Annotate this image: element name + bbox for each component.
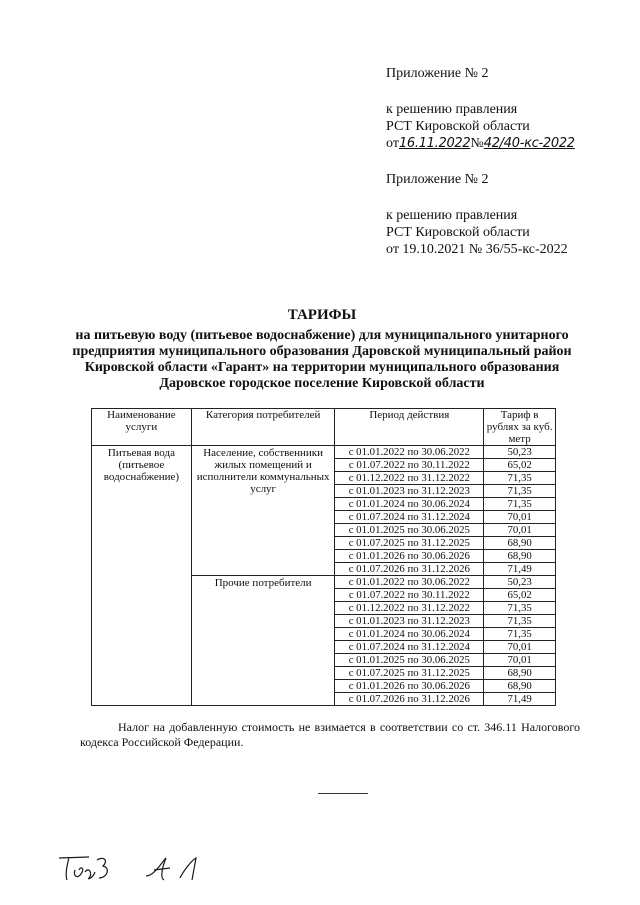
consumer-category-cell: Население, собственники жилых помещений и исполнители коммунальных услуг: [191, 446, 335, 576]
decision-date-number-1: [386, 135, 575, 152]
tariff-value-cell: 71,35: [484, 602, 556, 615]
period-cell: с 01.01.2026 по 30.06.2026: [335, 550, 484, 563]
tariff-value-cell: 71,35: [484, 472, 556, 485]
tariff-value-cell: 68,90: [484, 550, 556, 563]
tariff-value-cell: 70,01: [484, 654, 556, 667]
period-cell: с 01.01.2026 по 30.06.2026: [335, 680, 484, 693]
tariff-value-cell: 68,90: [484, 667, 556, 680]
tariff-value-cell: 71,35: [484, 498, 556, 511]
period-cell: с 01.01.2023 по 31.12.2023: [335, 615, 484, 628]
header-category: Категория потребителей: [191, 409, 335, 446]
tariff-value-cell: 71,35: [484, 628, 556, 641]
tariff-value-cell: 70,01: [484, 641, 556, 654]
tariff-value-cell: 70,01: [484, 524, 556, 537]
decision-date-number-2: от 19.10.2021 № 36/55-кс-2022: [386, 242, 568, 257]
date-prefix: от: [386, 136, 399, 151]
tariff-value-cell: 50,23: [484, 446, 556, 459]
authority-line-2: РСТ Кировской области: [386, 225, 530, 240]
header-tariff: Тариф в рублях за куб. метр: [484, 409, 556, 446]
tariff-value-cell: 71,35: [484, 485, 556, 498]
tariff-value-cell: 50,23: [484, 576, 556, 589]
handwritten-number: 42/40-кс-2022: [483, 136, 575, 151]
period-cell: с 01.01.2024 по 30.06.2024: [335, 628, 484, 641]
tariff-value-cell: 71,49: [484, 563, 556, 576]
period-cell: с 01.01.2022 по 30.06.2022: [335, 576, 484, 589]
tariff-value-cell: 65,02: [484, 589, 556, 602]
tariff-value-cell: 68,90: [484, 680, 556, 693]
period-cell: с 01.12.2022 по 31.12.2022: [335, 472, 484, 485]
tax-note: Налог на добавленную стоимость не взимается в соответствии со ст. 346.11 Налогового кодекса Российской Федерации.: [80, 720, 580, 749]
handwritten-date: 16.11.2022: [398, 136, 471, 151]
tariff-value-cell: 70,01: [484, 511, 556, 524]
period-cell: с 01.01.2023 по 31.12.2023: [335, 485, 484, 498]
signature-1: [55, 852, 125, 886]
period-cell: с 01.01.2025 по 30.06.2025: [335, 654, 484, 667]
closing-rule: [318, 793, 368, 794]
appendix-heading-1: Приложение № 2: [386, 66, 489, 81]
tariff-value-cell: 71,49: [484, 693, 556, 706]
period-cell: с 01.07.2022 по 30.11.2022: [335, 589, 484, 602]
period-cell: с 01.01.2024 по 30.06.2024: [335, 498, 484, 511]
appendix-heading-2: Приложение № 2: [386, 172, 489, 187]
title-subtitle: на питьевую воду (питьевое водоснабжение) для муниципального унитарного предприятия муниципального образования Даровской муниципальный район Кировской области «Гарант» на территории муниципального образования Даровское городское поселение Кировской области: [72, 328, 572, 391]
decision-line-1: к решению правления: [386, 102, 518, 117]
period-cell: с 01.07.2026 по 31.12.2026: [335, 563, 484, 576]
tariff-table-body: [92, 446, 556, 706]
period-cell: с 01.07.2022 по 30.11.2022: [335, 459, 484, 472]
table-row: [92, 446, 556, 459]
decision-line-2: к решению правления: [386, 208, 518, 223]
header-service: Наименование услуги: [92, 409, 192, 446]
number-sign: №: [470, 136, 484, 151]
period-cell: с 01.12.2022 по 31.12.2022: [335, 602, 484, 615]
tariff-value-cell: 68,90: [484, 537, 556, 550]
period-cell: с 01.07.2026 по 31.12.2026: [335, 693, 484, 706]
title-main: ТАРИФЫ: [287, 307, 357, 323]
period-cell: с 01.07.2024 по 31.12.2024: [335, 511, 484, 524]
header-period: Период действия: [335, 409, 484, 446]
service-name-cell: Питьевая вода (питьевое водоснабжение): [92, 446, 192, 706]
period-cell: с 01.01.2025 по 30.06.2025: [335, 524, 484, 537]
period-cell: с 01.01.2022 по 30.06.2022: [335, 446, 484, 459]
tariff-value-cell: 65,02: [484, 459, 556, 472]
period-cell: с 01.07.2024 по 31.12.2024: [335, 641, 484, 654]
tariff-table: [91, 408, 556, 706]
period-cell: с 01.07.2025 по 31.12.2025: [335, 537, 484, 550]
document-title: [60, 306, 584, 392]
signature-2: [140, 852, 210, 886]
table-header-row: [92, 409, 556, 446]
authority-line-1: РСТ Кировской области: [386, 119, 530, 134]
consumer-category-cell: Прочие потребители: [191, 576, 335, 706]
tariff-value-cell: 71,35: [484, 615, 556, 628]
period-cell: с 01.07.2025 по 31.12.2025: [335, 667, 484, 680]
